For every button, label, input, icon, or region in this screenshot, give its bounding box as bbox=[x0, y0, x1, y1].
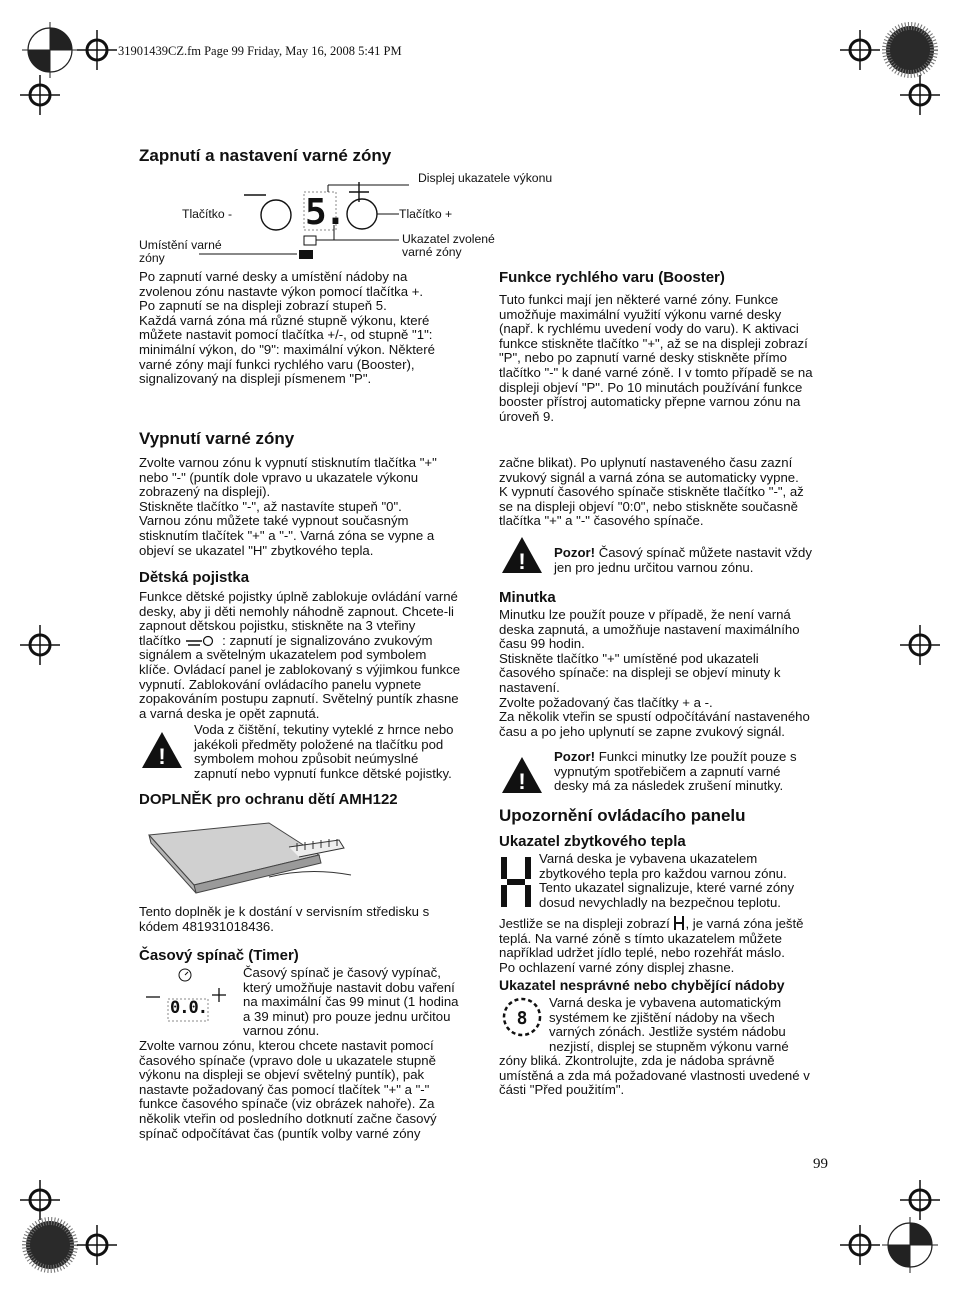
label-selected-zone: Ukazatel zvolené varné zóny bbox=[402, 232, 495, 259]
dotted-circle-mark-icon bbox=[20, 1215, 80, 1275]
section-title-timer: Časový spínač (Timer) bbox=[139, 947, 299, 964]
text-line: signálem a světelným ukazatelem pod symbolem bbox=[139, 647, 427, 663]
text-line: který umožňuje nastavit dobu vaření bbox=[243, 979, 455, 995]
text-line: K vypnutí časového spínače stiskněte tlačítko "-", až bbox=[499, 484, 804, 500]
section-title-booster: Funkce rychlého varu (Booster) bbox=[499, 269, 725, 286]
text-line: časového spínače (vpravo dole u ukazatele stupně bbox=[139, 1052, 436, 1068]
paragraph-cookware bbox=[499, 1054, 810, 1098]
text-line: vypnutým spotřebičem a zapnutí varné bbox=[554, 763, 781, 779]
text-line: Každá varná zóna má různé stupně výkonu, které bbox=[139, 312, 430, 328]
text-line: varnou zónu. bbox=[243, 1023, 320, 1039]
warning-label: Pozor! bbox=[554, 545, 596, 560]
section-title-accessory: DOPLNĚK pro ochranu dětí AMH122 bbox=[139, 791, 398, 808]
warning-icon bbox=[140, 730, 184, 770]
text-line: úroveň 9. bbox=[499, 408, 554, 424]
paragraph-residual-heat bbox=[499, 916, 804, 975]
text-line: zopakováním postupu zapnutí. Světelný puntík zhasne bbox=[139, 691, 459, 707]
text-line: jen pro jednu určitou varnou zónu. bbox=[554, 559, 754, 575]
text-line bbox=[554, 546, 812, 561]
file-info-line: 31901439CZ.fm Page 99 Friday, May 16, 2008 5:41 PM bbox=[118, 44, 402, 58]
text-line: minimální výkon, do "9": maximální výkon. Některé bbox=[139, 341, 435, 357]
subsection-title-residual-heat: Ukazatel zbytkového tepla bbox=[499, 833, 686, 850]
label-zone-position: Umístění varné zóny bbox=[139, 238, 222, 265]
text-span: Jestliže se na displeji zobrazí bbox=[499, 916, 670, 931]
crosshair-mark-icon bbox=[77, 1225, 117, 1265]
text-line: varných zónách. Jestliže systém nádobu bbox=[549, 1024, 786, 1040]
svg-text:!: ! bbox=[158, 744, 166, 769]
registration-mark-icon bbox=[880, 1215, 940, 1275]
text-line: umožňuje maximální využití výkonu varné desky bbox=[499, 306, 782, 322]
label-minus-button: Tlačítko - bbox=[182, 207, 233, 221]
text-line: spínač odpočítávat čas (puntík volby varné zóny bbox=[139, 1125, 421, 1141]
cookware-indicator-icon bbox=[501, 996, 543, 1038]
text-line: na maximální čas 99 minut (1 hodina bbox=[243, 994, 459, 1010]
paragraph-timer-intro bbox=[243, 966, 459, 1039]
crosshair-mark-icon bbox=[20, 625, 60, 665]
text-line: výkonu na displeji se objeví světelný puntík), pak bbox=[139, 1067, 425, 1083]
text-line: zapnutí nebo vypnutí funkce dětské pojistky. bbox=[194, 765, 452, 781]
text-line: zobrazený na displeji). bbox=[139, 484, 271, 500]
paragraph-residual-heat-intro bbox=[539, 852, 794, 910]
paragraph-power-on bbox=[139, 270, 435, 387]
text-line: vypnutí. Zablokování ovládacího panelu vypnete bbox=[139, 676, 422, 692]
text-line: Funkce dětské pojistky úplně zablokuje ovládání varné bbox=[139, 589, 458, 604]
text-line: Zvolte požadovaný čas tlačítky + a -. bbox=[499, 694, 713, 710]
crosshair-mark-icon bbox=[20, 75, 60, 115]
registration-mark-icon bbox=[20, 20, 80, 80]
text-line: signalizovaný na displeji písmenem "P". bbox=[139, 371, 372, 387]
text-line: se na displeji objeví "0:0", nebo stiskněte současně bbox=[499, 498, 798, 514]
subsection-title-cookware: Ukazatel nesprávné nebo chybějící nádoby bbox=[499, 977, 785, 993]
paragraph-cookware-intro bbox=[549, 996, 789, 1054]
text-line: systémem ke zjištění nádoby na všech bbox=[549, 1009, 775, 1025]
crosshair-mark-icon bbox=[77, 30, 117, 70]
text-line: funkce časového spínače (viz obrázek nahoře). Za bbox=[139, 1096, 435, 1112]
text-line: nezjistí, displej se stupněm výkonu varné bbox=[549, 1038, 789, 1054]
text-line: Za několik vteřin se spustí odpočítávání nastaveného bbox=[499, 709, 810, 725]
text-line: nastavte požadovaný čas pomocí tlačítek "+" a "-" bbox=[139, 1081, 430, 1097]
warning-icon bbox=[500, 535, 544, 575]
text-line bbox=[554, 750, 797, 765]
power-display-digit: 5. bbox=[305, 192, 345, 233]
text-line: Po zapnutí varné desky a umístění nádoby na bbox=[139, 269, 408, 284]
paragraph-booster bbox=[499, 293, 813, 424]
text-line: Časový spínač je časový vypínač, bbox=[243, 965, 441, 980]
text-span: Funkci minutky lze použít pouze s bbox=[595, 749, 797, 764]
warning-timer bbox=[554, 546, 812, 575]
text-line: displeji objeví "P". Po 10 minutách používání funkce bbox=[499, 379, 803, 395]
section-title-power-on: Zapnutí a nastavení varné zóny bbox=[139, 146, 392, 165]
text-line: Varnou zónu můžete také vypnout současným bbox=[139, 513, 409, 529]
text-line: můžete nastavit pomocí tlačítka +/-, od stupně "1": bbox=[139, 327, 433, 343]
text-line: tlačítko "-" k dané varné zóně. I v tomto případě se na bbox=[499, 364, 813, 380]
text-line: deska zapnutá, a umožňuje nastavení maximálního bbox=[499, 621, 800, 637]
text-span: tlačítko bbox=[139, 632, 181, 648]
text-line: a varná deska je opět zapnutá. bbox=[139, 705, 320, 721]
dotted-circle-mark-icon bbox=[880, 20, 940, 80]
text-line: začne blikat). Po uplynutí nastaveného času zazní bbox=[499, 455, 793, 470]
text-line: času 99 hodin. bbox=[499, 636, 585, 652]
paragraph-timer bbox=[139, 1039, 437, 1141]
section-title-panel-indicators: Upozornění ovládacího panelu bbox=[499, 806, 746, 825]
text-line bbox=[499, 916, 804, 932]
warning-minute-minder bbox=[554, 750, 797, 794]
text-line: času a po jeho uplynutí se zapne zvukový signál. bbox=[499, 723, 785, 739]
page-number: 99 bbox=[813, 1156, 828, 1172]
warning-icon bbox=[500, 755, 544, 795]
text-line: časového spínače: na displeji se objeví minuty k bbox=[499, 665, 781, 681]
text-line: Voda z čištění, tekutiny vyteklé z hrnce nebo bbox=[194, 722, 454, 737]
text-line: jakékoli předměty položené na tlačítku pod bbox=[194, 736, 444, 752]
label-plus-button: Tlačítko + bbox=[399, 207, 453, 221]
key-lock-icon bbox=[184, 635, 218, 647]
text-line: Varná deska je vybavena ukazatelem bbox=[539, 851, 758, 866]
svg-text:!: ! bbox=[518, 549, 526, 574]
small-h-icon bbox=[673, 916, 685, 930]
text-line: zóny bliká. Zkontrolujte, zda je nádoba správně bbox=[499, 1053, 775, 1068]
text-line: Minutku lze použít pouze v případě, že není varná bbox=[499, 607, 791, 622]
text-line: stisknutím tlačítek "+" a "-". Varná zóna se vypne a bbox=[139, 527, 435, 543]
text-line: Po zapnutí se na displeji zobrazí stupeň 5. bbox=[139, 298, 387, 314]
text-line: symbolem mohou způsobit neúmyslné bbox=[194, 751, 419, 767]
residual-heat-h-icon bbox=[498, 854, 534, 910]
text-line: tlačítka "+" a "-" časového spínače. bbox=[499, 513, 704, 529]
label-power-display: Displej ukazatele výkonu bbox=[418, 171, 553, 185]
paragraph-accessory bbox=[139, 905, 429, 934]
text-line: Tento doplněk je k dostání v servisním středisku s bbox=[139, 904, 430, 919]
text-line: Stiskněte tlačítko "-", až nastavíte stupeň "0". bbox=[139, 498, 402, 514]
paragraph-child-lock bbox=[139, 590, 460, 721]
crosshair-mark-icon bbox=[900, 75, 940, 115]
text-line: zvukový signál a varná zóna se automaticky vypne. bbox=[499, 469, 799, 485]
text-line: (např. k rychlému uvedení vody do varu). K aktivaci bbox=[499, 321, 799, 337]
warning-child-lock bbox=[194, 723, 454, 781]
warning-label: Pozor! bbox=[554, 749, 596, 764]
text-line: zvolenou zónu nastavte výkon pomocí tlačítka +. bbox=[139, 283, 424, 299]
section-title-child-lock: Dětská pojistka bbox=[139, 569, 250, 586]
text-line: teplá. Na varné zóně s tímto ukazatelem můžete bbox=[499, 930, 782, 946]
text-line: desky má za následek zrušení minutky. bbox=[554, 778, 784, 794]
crosshair-mark-icon bbox=[900, 625, 940, 665]
section-title-minute-minder: Minutka bbox=[499, 589, 556, 606]
text-span: Časový spínač můžete nastavit vždy bbox=[595, 545, 812, 560]
text-line: objeví se ukazatel "H" zbytkového tepla. bbox=[139, 542, 374, 558]
text-line: Zvolte varnou zónu, kterou chcete nastavit pomocí bbox=[139, 1038, 434, 1053]
text-line: Varná deska je vybavena automatickým bbox=[549, 995, 782, 1010]
text-span: : zapnutí je signalizováno zvukovým bbox=[218, 632, 433, 648]
text-line: varné zóny mají funkci rychlého varu (Booster), bbox=[139, 356, 415, 372]
text-line: Zvolte varnou zónu k vypnutí stisknutím tlačítka "+" bbox=[139, 455, 437, 470]
crosshair-mark-icon bbox=[840, 30, 880, 70]
crosshair-mark-icon bbox=[840, 1225, 880, 1265]
text-line: Po ochlazení varné zóny displej zhasne. bbox=[499, 959, 735, 975]
timer-display: 0.0. bbox=[170, 998, 207, 1018]
section-title-switch-off: Vypnutí varné zóny bbox=[139, 429, 295, 448]
text-line: umístěná a zda má požadované vlastnosti uvedené v bbox=[499, 1067, 810, 1083]
text-line: kódem 481931018436. bbox=[139, 918, 274, 934]
text-line: Tuto funkci mají jen některé varné zóny. Funkce bbox=[499, 292, 779, 307]
text-line: zbytkového tepla pro každou varnou zónu. bbox=[539, 865, 787, 881]
text-line: nastavení. bbox=[499, 679, 560, 695]
crosshair-mark-icon bbox=[900, 1180, 940, 1220]
text-line: nebo "-" (puntík dole vpravo u ukazatele výkonu bbox=[139, 469, 419, 485]
child-protection-accessory-illustration bbox=[139, 815, 354, 900]
text-line: několik vteřin od posledního dotknutí začne časový bbox=[139, 1110, 437, 1126]
text-line: "P", nebo po zapnutí varné desky stiskněte přímo bbox=[499, 350, 787, 366]
text-line: funkce stiskněte tlačítko "+", až se na displeji zobrazí bbox=[499, 335, 808, 351]
paragraph-switch-off bbox=[139, 456, 437, 558]
text-span: , je varná zóna ještě bbox=[685, 916, 804, 931]
crosshair-mark-icon bbox=[20, 1180, 60, 1220]
text-line: Stiskněte tlačítko "+" umístěné pod ukazateli bbox=[499, 650, 759, 666]
paragraph-timer-continued bbox=[499, 456, 804, 529]
text-line: například udržet jídlo teplé, nebo rozehřát máslo. bbox=[499, 945, 785, 961]
text-line: desky, aby ji děti nemohly náhodně zapnout. Chcete-li bbox=[139, 603, 454, 619]
text-line: Tento ukazatel signalizuje, které varné zóny bbox=[539, 880, 795, 896]
text-line: a 39 minut) pro pouze jednu určitou bbox=[243, 1008, 451, 1024]
text-line bbox=[139, 634, 460, 649]
text-line: části "Před použitím". bbox=[499, 1082, 625, 1098]
text-line: booster přístroj automaticky přepne varnou zónu na bbox=[499, 394, 801, 410]
text-line: zapnout dětskou pojistku, stiskněte na 3 vteřiny bbox=[139, 618, 416, 634]
text-line: klíče. Ovládací panel je zablokovaný s výjimkou funkce bbox=[139, 661, 461, 677]
text-line: dosud nevychladly na bezpečnou teplotu. bbox=[539, 894, 781, 910]
paragraph-minute-minder bbox=[499, 608, 810, 739]
svg-text:8: 8 bbox=[516, 1008, 528, 1029]
svg-text:!: ! bbox=[518, 769, 526, 794]
